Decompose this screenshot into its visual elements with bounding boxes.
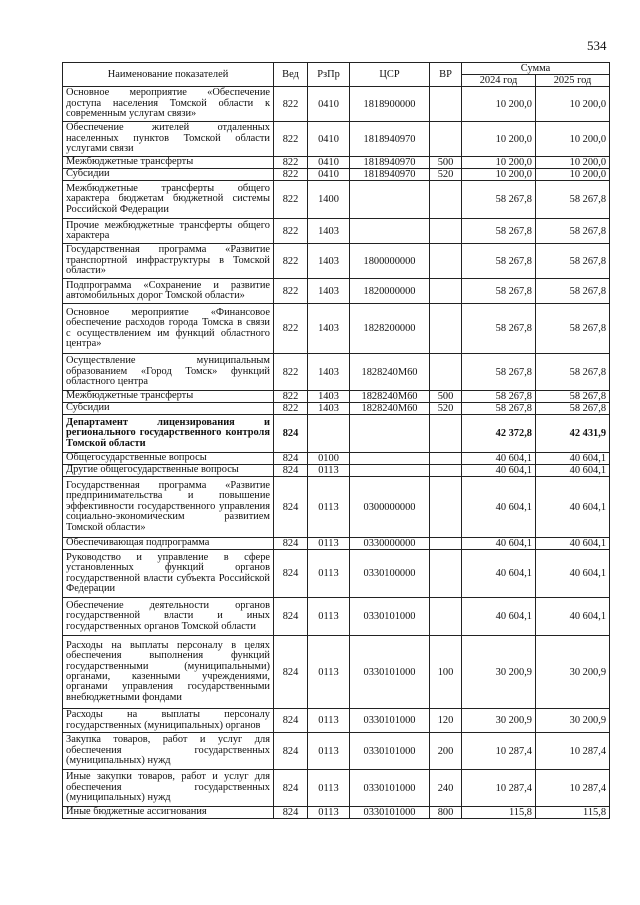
row-vr: [430, 465, 462, 477]
row-amount-2024: 30 200,9: [462, 709, 536, 733]
row-amount-2024: 40 604,1: [462, 477, 536, 538]
page-number: 534: [587, 38, 607, 53]
row-amount-2024: 10 287,4: [462, 770, 536, 807]
table-row: [63, 453, 610, 465]
header-rzpr: РзПр: [308, 63, 350, 87]
row-rzpr: 0113: [308, 807, 350, 819]
table-row: [63, 181, 610, 219]
row-csr: 1820000000: [350, 279, 430, 304]
row-ved: 824: [274, 807, 308, 819]
row-vr: [430, 122, 462, 157]
row-amount-2025: 58 267,8: [536, 391, 610, 403]
row-name: Основное мероприятие «Обеспечение доступа населения Томской области к современным услугам связи»: [63, 87, 274, 122]
header-year-2025: 2025 год: [536, 75, 610, 87]
row-vr: [430, 87, 462, 122]
row-csr: [350, 465, 430, 477]
table-row: [63, 733, 610, 770]
row-amount-2024: 115,8: [462, 807, 536, 819]
row-vr: [430, 354, 462, 391]
row-csr: [350, 415, 430, 453]
row-amount-2025: 58 267,8: [536, 354, 610, 391]
row-amount-2024: 10 200,0: [462, 87, 536, 122]
row-csr: 1828200000: [350, 304, 430, 354]
row-amount-2024: 10 200,0: [462, 169, 536, 181]
row-amount-2025: 40 604,1: [536, 477, 610, 538]
row-amount-2024: 58 267,8: [462, 244, 536, 279]
row-vr: [430, 181, 462, 219]
header-sum: Сумма: [462, 63, 610, 75]
row-csr: 1800000000: [350, 244, 430, 279]
row-amount-2025: 10 200,0: [536, 157, 610, 169]
row-name: Расходы на выплаты персоналу государственных (муниципальных) органов: [63, 709, 274, 733]
row-rzpr: 0113: [308, 636, 350, 709]
row-name: Субсидии: [63, 169, 274, 181]
table-row: [63, 538, 610, 550]
table-row: [63, 244, 610, 279]
row-amount-2024: 58 267,8: [462, 403, 536, 415]
row-vr: 100: [430, 636, 462, 709]
row-rzpr: 0113: [308, 770, 350, 807]
row-rzpr: 0113: [308, 465, 350, 477]
row-ved: 824: [274, 453, 308, 465]
row-name: Иные закупки товаров, работ и услуг для обеспечения государственных (муниципальных) нужд: [63, 770, 274, 807]
row-amount-2025: 40 604,1: [536, 598, 610, 636]
row-rzpr: 0113: [308, 477, 350, 538]
row-vr: [430, 477, 462, 538]
row-vr: 500: [430, 157, 462, 169]
row-name: Государственная программа «Развитие предпринимательства и повышение эффективности государственного управления социально-экономическим развитием Томской области»: [63, 477, 274, 538]
row-csr: 0330101000: [350, 807, 430, 819]
row-csr: 0330100000: [350, 550, 430, 598]
row-csr: [350, 453, 430, 465]
row-csr: 0330101000: [350, 636, 430, 709]
row-vr: 200: [430, 733, 462, 770]
table-row: [63, 219, 610, 244]
row-ved: 824: [274, 465, 308, 477]
row-ved: 822: [274, 122, 308, 157]
row-vr: 240: [430, 770, 462, 807]
row-name: Закупка товаров, работ и услуг для обеспечения государственных (муниципальных) нужд: [63, 733, 274, 770]
row-csr: [350, 181, 430, 219]
row-vr: [430, 279, 462, 304]
row-amount-2025: 40 604,1: [536, 538, 610, 550]
row-ved: 824: [274, 709, 308, 733]
row-csr: 1828240М60: [350, 391, 430, 403]
row-rzpr: 1403: [308, 354, 350, 391]
row-amount-2024: 40 604,1: [462, 453, 536, 465]
row-ved: 824: [274, 550, 308, 598]
row-amount-2025: 10 287,4: [536, 770, 610, 807]
row-ved: 824: [274, 770, 308, 807]
row-name: Субсидии: [63, 403, 274, 415]
row-amount-2024: 58 267,8: [462, 354, 536, 391]
row-ved: 824: [274, 733, 308, 770]
row-amount-2024: 40 604,1: [462, 598, 536, 636]
row-amount-2025: 58 267,8: [536, 304, 610, 354]
row-name: Межбюджетные трансферты: [63, 391, 274, 403]
row-vr: [430, 598, 462, 636]
header-name: Наименование показателей: [63, 63, 274, 87]
table-row: [63, 770, 610, 807]
row-amount-2024: 10 287,4: [462, 733, 536, 770]
row-name: Обеспечение жителей отдаленных населенных пунктов Томской области услугами связи: [63, 122, 274, 157]
row-ved: 822: [274, 87, 308, 122]
row-ved: 822: [274, 391, 308, 403]
table-row: [63, 157, 610, 169]
header-vr: ВР: [430, 63, 462, 87]
row-amount-2024: 40 604,1: [462, 550, 536, 598]
row-ved: 824: [274, 415, 308, 453]
row-amount-2025: 10 200,0: [536, 122, 610, 157]
table-row: [63, 465, 610, 477]
row-csr: 1818900000: [350, 87, 430, 122]
row-vr: 120: [430, 709, 462, 733]
row-ved: 822: [274, 169, 308, 181]
row-name: Обеспечение деятельности органов государственной власти и иных государственных органов Томской области: [63, 598, 274, 636]
row-amount-2025: 40 604,1: [536, 465, 610, 477]
row-name: Государственная программа «Развитие транспортной инфраструктуры в Томской области»: [63, 244, 274, 279]
table-row: [63, 598, 610, 636]
row-rzpr: 1403: [308, 279, 350, 304]
row-ved: 824: [274, 598, 308, 636]
row-amount-2025: 58 267,8: [536, 403, 610, 415]
row-amount-2025: 10 200,0: [536, 169, 610, 181]
table-row: [63, 304, 610, 354]
row-name: Межбюджетные трансферты общего характера бюджетам бюджетной системы Российской Федерации: [63, 181, 274, 219]
row-name: Руководство и управление в сфере установленных функций органов государственной власти субъекта Российской Федерации: [63, 550, 274, 598]
row-rzpr: 1403: [308, 391, 350, 403]
row-rzpr: 0410: [308, 87, 350, 122]
row-name: Основное мероприятие «Финансовое обеспечение расходов города Томска в связи с осуществлением им функций областного центра»: [63, 304, 274, 354]
row-rzpr: 0113: [308, 598, 350, 636]
row-vr: [430, 244, 462, 279]
row-amount-2024: 58 267,8: [462, 279, 536, 304]
row-name: Иные бюджетные ассигнования: [63, 807, 274, 819]
row-amount-2025: 10 200,0: [536, 87, 610, 122]
row-amount-2025: 115,8: [536, 807, 610, 819]
row-amount-2025: 10 287,4: [536, 733, 610, 770]
row-ved: 822: [274, 304, 308, 354]
row-ved: 824: [274, 538, 308, 550]
row-amount-2025: 30 200,9: [536, 709, 610, 733]
row-name: Обеспечивающая подпрограмма: [63, 538, 274, 550]
table-row: [63, 354, 610, 391]
row-vr: [430, 453, 462, 465]
table-row: [63, 415, 610, 453]
row-rzpr: 0410: [308, 122, 350, 157]
table-row: [63, 477, 610, 538]
table-row: [63, 279, 610, 304]
row-amount-2024: 40 604,1: [462, 538, 536, 550]
table-row: [63, 807, 610, 819]
row-amount-2024: 58 267,8: [462, 219, 536, 244]
row-csr: 1818940970: [350, 157, 430, 169]
row-vr: [430, 219, 462, 244]
row-csr: 0300000000: [350, 477, 430, 538]
row-vr: [430, 415, 462, 453]
table-row: [63, 550, 610, 598]
row-amount-2024: 10 200,0: [462, 122, 536, 157]
row-rzpr: 0113: [308, 538, 350, 550]
header-row-1: [63, 63, 610, 75]
row-vr: [430, 550, 462, 598]
row-amount-2025: 58 267,8: [536, 279, 610, 304]
row-rzpr: 0410: [308, 169, 350, 181]
row-name: Другие общегосударственные вопросы: [63, 465, 274, 477]
row-csr: 1818940970: [350, 169, 430, 181]
row-ved: 822: [274, 354, 308, 391]
row-ved: 822: [274, 157, 308, 169]
row-amount-2024: 42 372,8: [462, 415, 536, 453]
table-row: [63, 169, 610, 181]
row-vr: 520: [430, 403, 462, 415]
row-amount-2024: 30 200,9: [462, 636, 536, 709]
row-vr: 520: [430, 169, 462, 181]
row-ved: 822: [274, 279, 308, 304]
table-row: [63, 122, 610, 157]
row-amount-2025: 42 431,9: [536, 415, 610, 453]
row-rzpr: 1403: [308, 304, 350, 354]
header-year-2024: 2024 год: [462, 75, 536, 87]
table-row: [63, 636, 610, 709]
row-amount-2025: 40 604,1: [536, 550, 610, 598]
row-rzpr: 0113: [308, 733, 350, 770]
row-amount-2025: 58 267,8: [536, 244, 610, 279]
row-rzpr: 1403: [308, 244, 350, 279]
row-ved: 822: [274, 403, 308, 415]
table-row: [63, 391, 610, 403]
row-csr: 1818940970: [350, 122, 430, 157]
header-ved: Вед: [274, 63, 308, 87]
row-csr: 0330000000: [350, 538, 430, 550]
row-rzpr: 0410: [308, 157, 350, 169]
row-amount-2024: 58 267,8: [462, 181, 536, 219]
row-csr: 0330101000: [350, 709, 430, 733]
row-csr: 0330101000: [350, 733, 430, 770]
row-name: Подпрограмма «Сохранение и развитие автомобильных дорог Томской области»: [63, 279, 274, 304]
budget-table: [62, 62, 610, 819]
row-csr: 0330101000: [350, 770, 430, 807]
row-rzpr: 0113: [308, 709, 350, 733]
row-ved: 822: [274, 181, 308, 219]
row-amount-2024: 40 604,1: [462, 465, 536, 477]
table-body: [63, 87, 610, 819]
row-amount-2025: 58 267,8: [536, 181, 610, 219]
header-csr: ЦСР: [350, 63, 430, 87]
row-amount-2025: 30 200,9: [536, 636, 610, 709]
row-rzpr: 0100: [308, 453, 350, 465]
row-csr: [350, 219, 430, 244]
row-rzpr: 1403: [308, 403, 350, 415]
row-csr: 1828240М60: [350, 403, 430, 415]
row-vr: [430, 304, 462, 354]
row-ved: 822: [274, 219, 308, 244]
row-rzpr: 0113: [308, 550, 350, 598]
row-amount-2024: 58 267,8: [462, 391, 536, 403]
row-rzpr: [308, 415, 350, 453]
row-name: Осуществление муниципальным образованием «Город Томск» функций областного центра: [63, 354, 274, 391]
table-row: [63, 709, 610, 733]
row-amount-2025: 40 604,1: [536, 453, 610, 465]
row-name: Общегосударственные вопросы: [63, 453, 274, 465]
row-csr: 1828240М60: [350, 354, 430, 391]
row-ved: 824: [274, 636, 308, 709]
row-amount-2024: 58 267,8: [462, 304, 536, 354]
row-rzpr: 1403: [308, 219, 350, 244]
row-csr: 0330101000: [350, 598, 430, 636]
row-name: Расходы на выплаты персоналу в целях обеспечения выполнения функций государственными (муниципальными) органами, казенными учреждениями, органами управления государственными внебюджетными фондами: [63, 636, 274, 709]
row-name: Межбюджетные трансферты: [63, 157, 274, 169]
row-amount-2025: 58 267,8: [536, 219, 610, 244]
row-ved: 824: [274, 477, 308, 538]
row-rzpr: 1400: [308, 181, 350, 219]
table-row: [63, 403, 610, 415]
row-name: Департамент лицензирования и регионального государственного контроля Томской области: [63, 415, 274, 453]
row-vr: [430, 538, 462, 550]
row-vr: 500: [430, 391, 462, 403]
row-amount-2024: 10 200,0: [462, 157, 536, 169]
row-ved: 822: [274, 244, 308, 279]
table-row: [63, 87, 610, 122]
row-vr: 800: [430, 807, 462, 819]
row-name: Прочие межбюджетные трансферты общего характера: [63, 219, 274, 244]
